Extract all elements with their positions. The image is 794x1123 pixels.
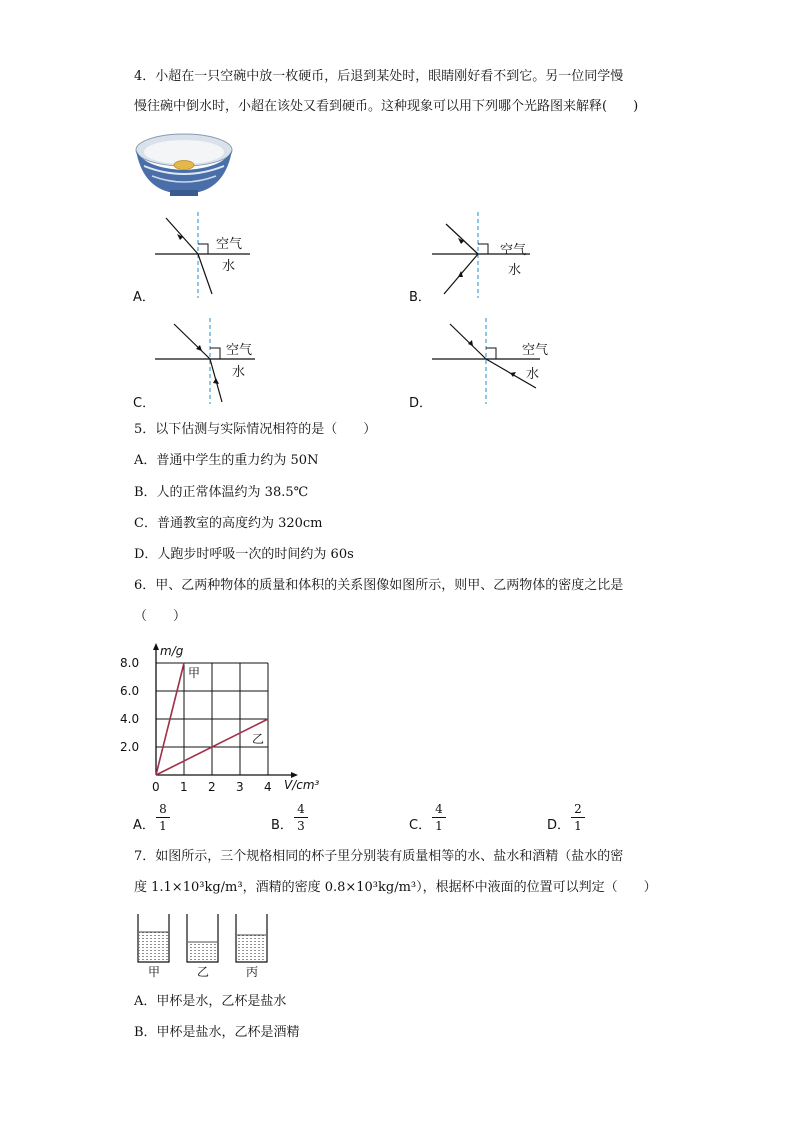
cup-jia bbox=[138, 914, 169, 962]
bowl-coin-image bbox=[134, 130, 234, 200]
q4-option-b-label[interactable]: B． bbox=[409, 290, 431, 305]
q7-option-a[interactable]: A．甲杯是水，乙杯是盐水 bbox=[134, 994, 287, 1009]
cup-label-jia: 甲 bbox=[148, 965, 161, 979]
q6-option-d-fraction[interactable] bbox=[571, 802, 585, 833]
q6-option-a-fraction[interactable] bbox=[156, 802, 170, 833]
q6-option-c-fraction[interactable] bbox=[432, 802, 446, 833]
q4-a-water-label: 水 bbox=[222, 259, 236, 274]
y-axis-arrow bbox=[153, 643, 159, 650]
q4-d-air-label: 空气 bbox=[522, 343, 549, 358]
q6-stem-line2: （ ） bbox=[134, 609, 187, 624]
q4-option-c-label[interactable]: C． bbox=[133, 396, 156, 411]
q7-stem-line2: 度 1.1×10³kg/m³，酒精的密度 0.8×10³kg/m³），根据杯中液面的位置可以判定（ ） bbox=[134, 880, 657, 895]
q6-b-numerator: 4 bbox=[297, 802, 305, 816]
q4-option-a-label[interactable]: A． bbox=[133, 290, 155, 305]
q4-option-a-diagram[interactable] bbox=[150, 210, 260, 300]
three-cups-figure bbox=[134, 910, 284, 980]
q4-a-air-label: 空气 bbox=[216, 237, 243, 252]
x-tick-label: 4 bbox=[264, 780, 272, 794]
x-tick-label: 0 bbox=[152, 780, 160, 794]
q6-a-numerator: 8 bbox=[159, 802, 167, 816]
q4-b-air-label: 空气 bbox=[500, 243, 527, 258]
q6-stem-line1: 6．甲、乙两种物体的质量和体积的关系图像如图所示，则甲、乙两物体的密度之比是 bbox=[134, 578, 624, 593]
q4-option-d-diagram[interactable] bbox=[430, 316, 560, 406]
q6-d-numerator: 2 bbox=[574, 802, 582, 816]
cup-bing bbox=[236, 914, 267, 962]
q4-stem-line1: 4．小超在一只空碗中放一枚硬币，后退到某处时，眼睛刚好看不到它。另一位同学慢 bbox=[134, 69, 624, 84]
q4-b-water-label: 水 bbox=[508, 263, 522, 278]
q6-option-b-fraction[interactable] bbox=[294, 802, 308, 833]
q4-d-water-label: 水 bbox=[526, 367, 540, 382]
q4-stem-line2: 慢往碗中倒水时，小超在该处又看到硬币。这种现象可以用下列哪个光路图来解释( ) bbox=[134, 99, 639, 114]
q5-option-b[interactable]: B．人的正常体温约为 38.5℃ bbox=[134, 485, 309, 500]
q6-option-d-label[interactable]: D． bbox=[547, 818, 571, 833]
x-tick-label: 2 bbox=[208, 780, 216, 794]
q5-option-c[interactable]: C．普通教室的高度约为 320cm bbox=[134, 516, 323, 531]
q5-option-a[interactable]: A．普通中学生的重力约为 50N bbox=[134, 453, 319, 468]
q5-option-d[interactable]: D．人跑步时呼吸一次的时间约为 60s bbox=[134, 547, 354, 562]
series-label-jia: 甲 bbox=[188, 666, 201, 680]
q5-stem: 5．以下估测与实际情况相符的是（ ） bbox=[134, 422, 377, 437]
y-tick-label: 4.0 bbox=[120, 712, 140, 726]
cup-yi bbox=[187, 914, 218, 962]
q4-option-d-label[interactable]: D． bbox=[409, 396, 433, 411]
q4-option-c-diagram[interactable] bbox=[150, 316, 270, 406]
q7-stem-line1: 7．如图所示，三个规格相同的杯子里分别装有质量相等的水、盐水和酒精（盐水的密 bbox=[134, 849, 624, 864]
x-axis-label: V/cm³ bbox=[284, 778, 320, 792]
x-tick-label: 3 bbox=[236, 780, 244, 794]
cup-label-bing: 丙 bbox=[246, 965, 259, 979]
q6-d-denominator: 1 bbox=[574, 819, 582, 833]
series-label-yi: 乙 bbox=[252, 732, 265, 746]
mass-volume-chart bbox=[120, 636, 340, 804]
q6-option-b-label[interactable]: B． bbox=[271, 818, 293, 833]
q7-option-b[interactable]: B．甲杯是盐水，乙杯是酒精 bbox=[134, 1025, 300, 1040]
q6-option-c-label[interactable]: C． bbox=[409, 818, 432, 833]
q6-option-a-label[interactable]: A． bbox=[133, 818, 155, 833]
q4-c-water-label: 水 bbox=[232, 365, 246, 380]
y-tick-label: 2.0 bbox=[120, 740, 140, 754]
q6-c-denominator: 1 bbox=[435, 819, 443, 833]
q6-c-numerator: 4 bbox=[435, 802, 443, 816]
y-tick-label: 6.0 bbox=[120, 684, 140, 698]
cup-label-yi: 乙 bbox=[197, 965, 210, 979]
x-tick-label: 1 bbox=[180, 780, 188, 794]
q4-option-b-diagram[interactable] bbox=[430, 210, 550, 300]
y-axis-label: m/g bbox=[160, 644, 184, 658]
y-tick-label: 8.0 bbox=[120, 656, 140, 670]
q6-a-denominator: 1 bbox=[159, 819, 167, 833]
q6-b-denominator: 3 bbox=[297, 819, 305, 833]
q4-c-air-label: 空气 bbox=[226, 343, 253, 358]
